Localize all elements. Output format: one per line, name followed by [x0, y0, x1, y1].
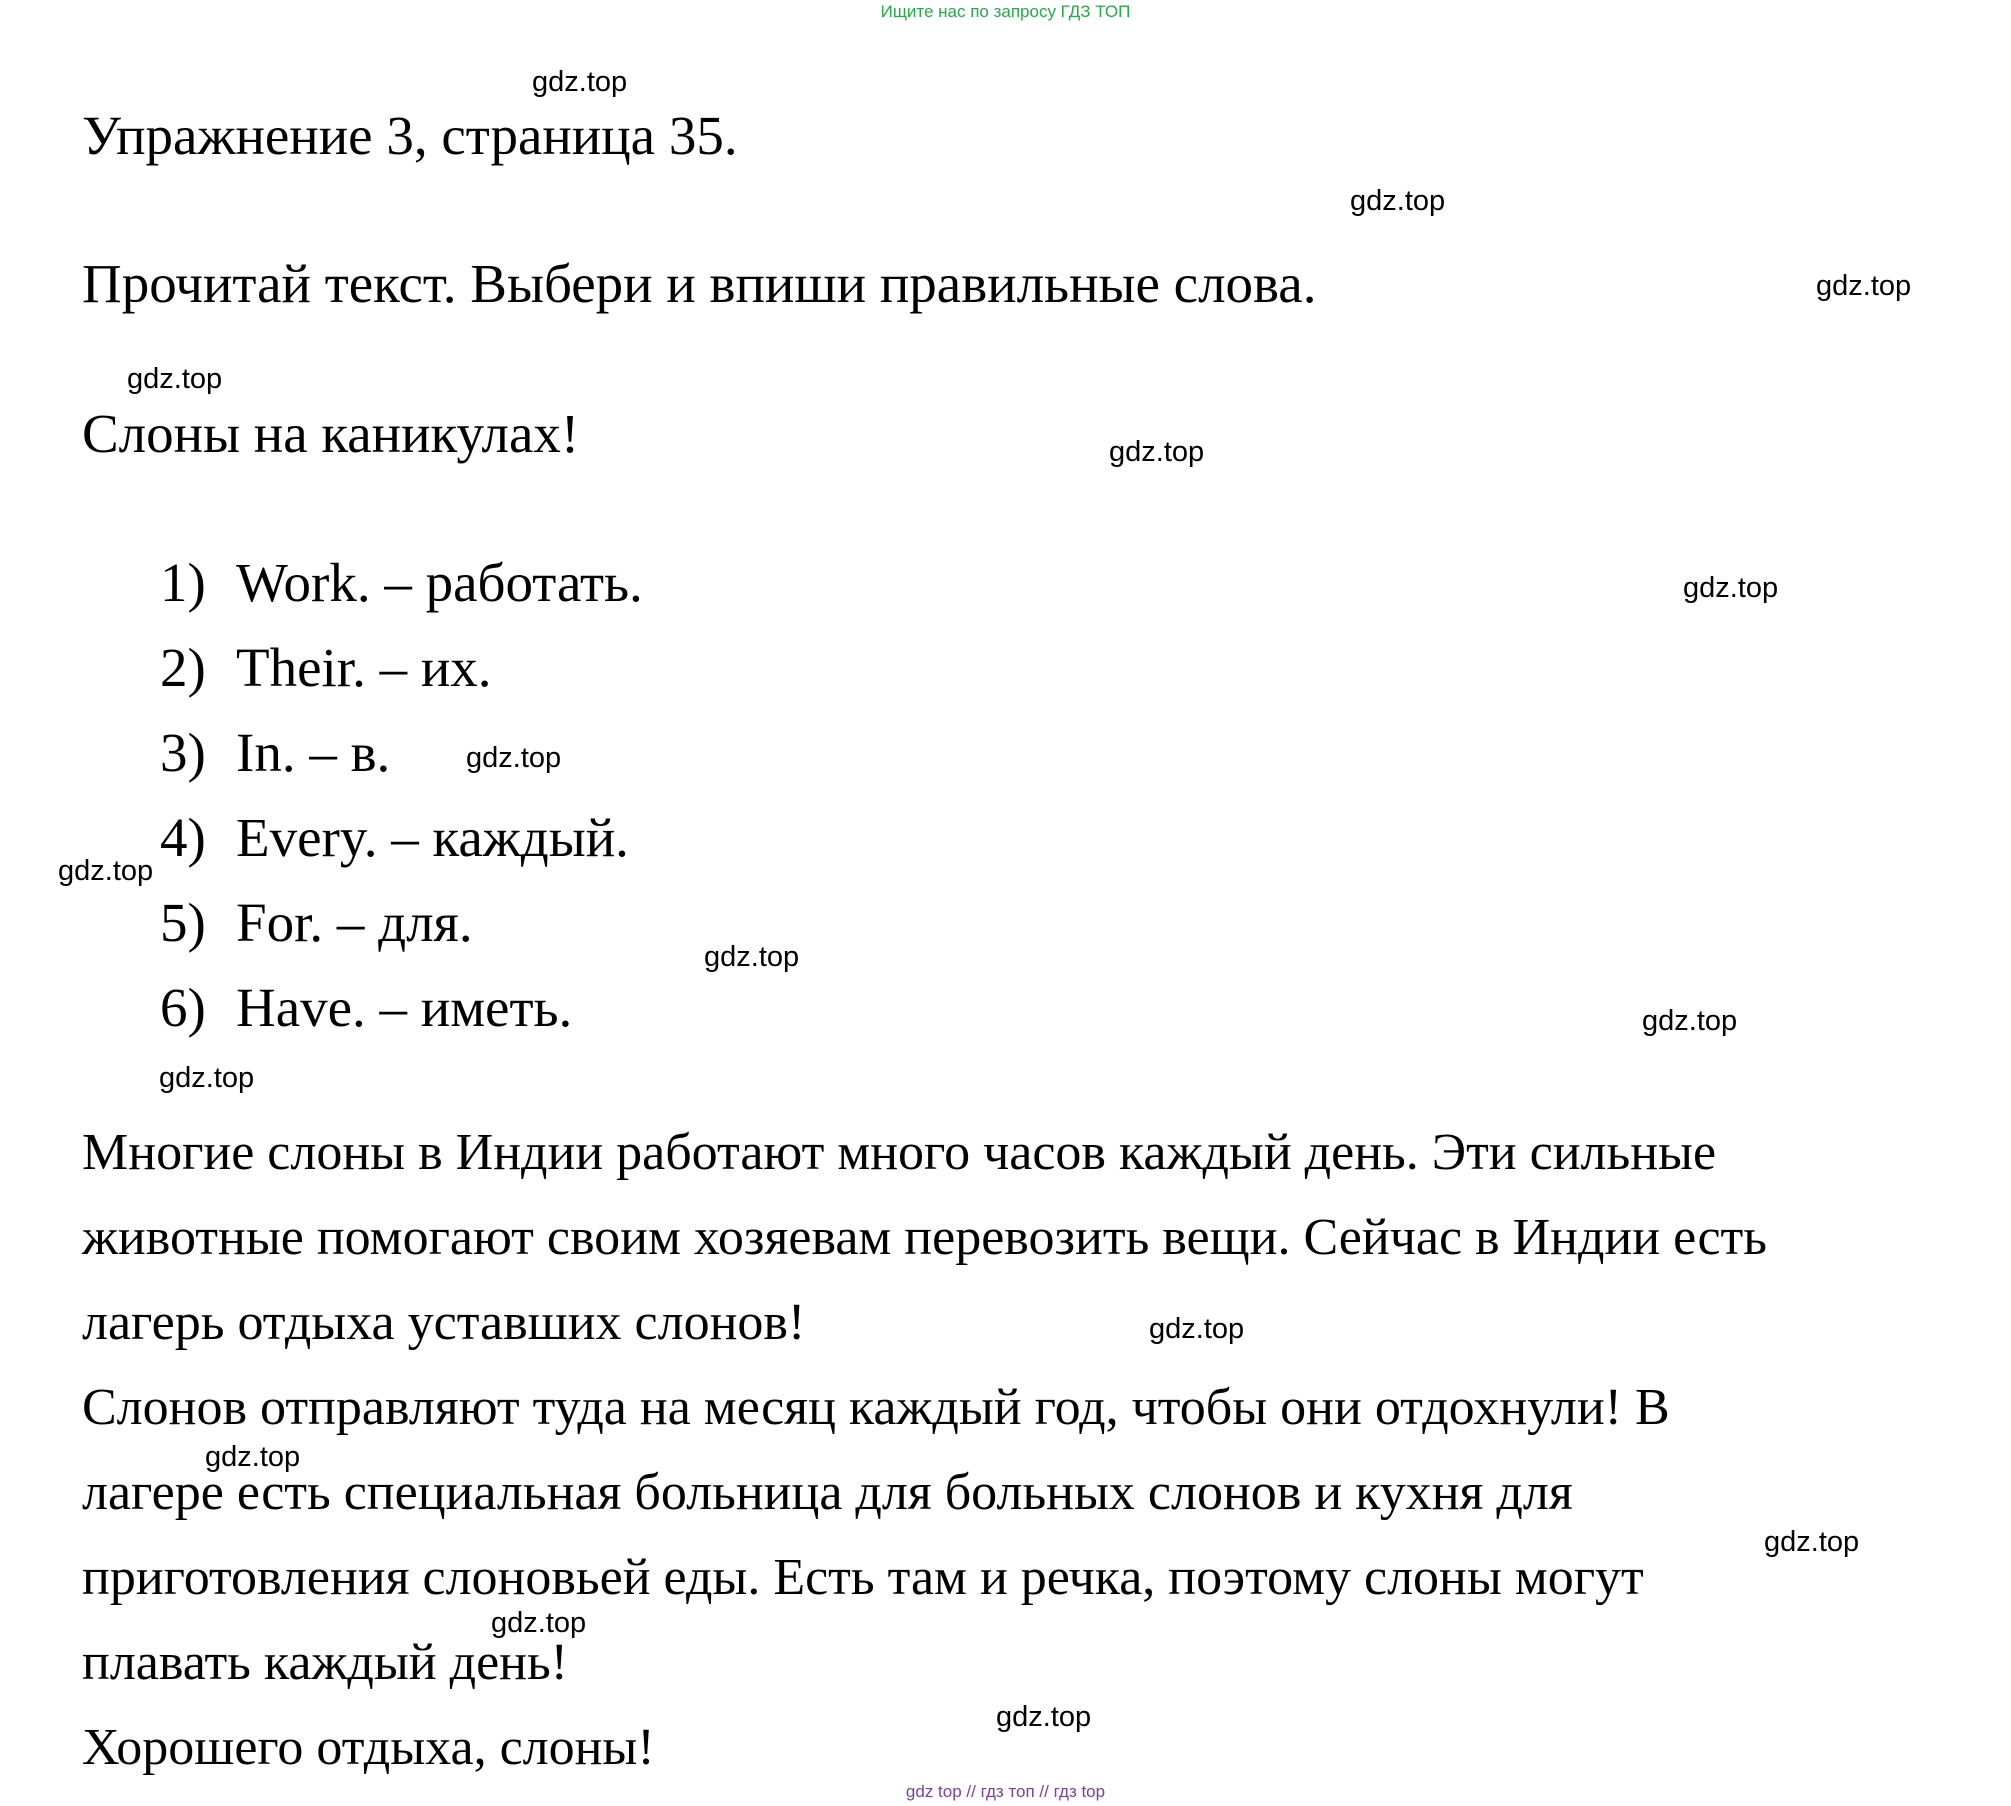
watermark: gdz.top	[58, 855, 154, 887]
list-item-text: Work. – работать.	[236, 552, 643, 613]
list-item	[160, 637, 492, 698]
page-title: Упражнение 3, страница 35.	[82, 105, 738, 166]
list-item-number: 5)	[160, 892, 206, 953]
list-item-text: Every. – каждый.	[236, 807, 629, 868]
text-line: плавать каждый день!	[82, 1634, 569, 1691]
watermark: gdz.top	[996, 1701, 1092, 1733]
list-item	[160, 807, 629, 868]
text-line: Многие слоны в Индии работают много часов каждый день. Эти сильные	[82, 1124, 1717, 1181]
list-item	[160, 977, 573, 1038]
list-item-number: 4)	[160, 807, 206, 868]
list-item-number: 2)	[160, 637, 206, 698]
watermark: gdz.top	[704, 941, 800, 973]
watermark: gdz.top	[159, 1062, 255, 1094]
watermark: gdz.top	[1350, 185, 1446, 217]
list-item	[160, 722, 391, 783]
text-line: животные помогают своим хозяевам перевозить вещи. Сейчас в Индии есть	[82, 1209, 1767, 1266]
list-item-number: 1)	[160, 552, 206, 613]
text-line: лагере есть специальная больница для больных слонов и кухня для	[82, 1464, 1573, 1521]
list-item-number: 6)	[160, 977, 206, 1038]
list-item-text: In. – в.	[236, 722, 391, 783]
watermark: gdz.top	[491, 1607, 587, 1639]
list-item-text: For. – для.	[236, 892, 473, 953]
watermark: gdz.top	[532, 66, 628, 98]
watermark: gdz.top	[1683, 572, 1779, 604]
text-line: лагерь отдыха уставших слонов!	[82, 1294, 806, 1351]
bottom-banner[interactable]: gdz top // гдз топ // гдз top	[905, 1782, 1106, 1801]
list-item-number: 3)	[160, 722, 206, 783]
watermark: gdz.top	[1642, 1005, 1738, 1037]
watermark: gdz.top	[1109, 436, 1205, 468]
watermark: gdz.top	[1816, 270, 1912, 302]
instruction: Прочитай текст. Выбери и впиши правильные слова.	[82, 253, 1317, 314]
watermark: gdz.top	[466, 742, 562, 774]
text-line: приготовления слоновьей еды. Есть там и речка, поэтому слоны могут	[82, 1549, 1644, 1606]
watermark: gdz.top	[1764, 1526, 1860, 1558]
watermark: gdz.top	[205, 1441, 301, 1473]
watermark: gdz.top	[127, 363, 223, 395]
watermark: gdz.top	[1149, 1313, 1245, 1345]
text-line: Слонов отправляют туда на месяц каждый год, чтобы они отдохнули! В	[82, 1379, 1670, 1436]
list-item-text: Their. – их.	[236, 637, 492, 698]
list-item	[160, 552, 643, 613]
top-banner[interactable]: Ищите нас по запросу ГДЗ ТОП	[880, 2, 1131, 21]
text-line: Хорошего отдыха, слоны!	[82, 1719, 655, 1776]
list-item	[160, 892, 473, 953]
story-title: Слоны на каникулах!	[82, 403, 580, 464]
list-item-text: Have. – иметь.	[236, 977, 573, 1038]
